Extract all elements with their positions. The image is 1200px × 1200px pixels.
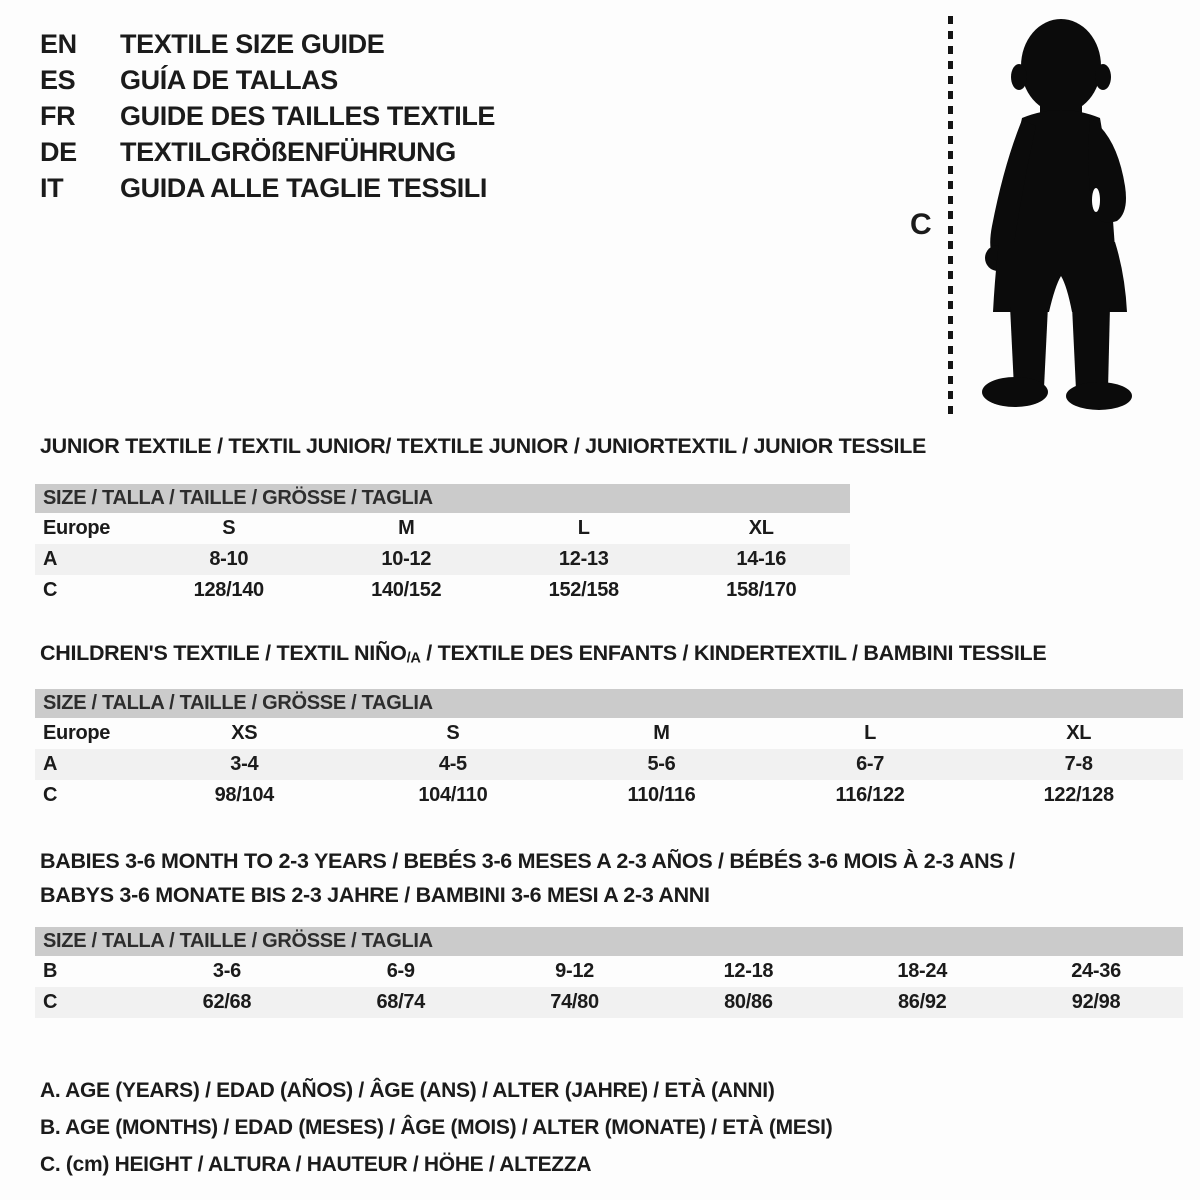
legend-line-b: B. AGE (MONTHS) / EDAD (MESES) / ÂGE (MOIS) / ALTER (MONATE) / ETÀ (MESI) [40, 1116, 833, 1139]
row-label: B [43, 960, 58, 982]
babies-size-table [35, 927, 1183, 1018]
guide-title-en: TEXTILE SIZE GUIDE [120, 28, 385, 59]
table-cell: M [653, 722, 670, 744]
height-marker-label: C [910, 208, 932, 241]
height-dashed-line [948, 16, 953, 416]
babies-title-line1: BABIES 3-6 MONTH TO 2-3 YEARS / BEBÉS 3-6 MESES A 2-3 AÑOS / BÉBÉS 3-6 MOIS À 2-3 ANS / [40, 849, 1015, 873]
table-row-age-months [35, 956, 1183, 987]
legend-line-a: A. AGE (YEARS) / EDAD (AÑOS) / ÂGE (ANS) / ALTER (JAHRE) / ETÀ (ANNI) [40, 1079, 775, 1102]
table-cell: L [864, 722, 877, 744]
language-row-en [40, 26, 495, 62]
table-size-header: SIZE / TALLA / TAILLE / GRÖSSE / TAGLIA [35, 927, 1183, 956]
row-label: C [43, 579, 58, 601]
table-cell: 128/140 [193, 579, 264, 601]
language-code: EN [40, 28, 77, 59]
legend-line-c: C. (cm) HEIGHT / ALTURA / HAUTEUR / HÖHE / ALTEZZA [40, 1153, 592, 1176]
table-cell: 3-6 [212, 960, 241, 982]
row-label: C [43, 784, 58, 806]
children-section-title [40, 641, 1046, 671]
table-row-height [35, 780, 1183, 811]
language-row-it [40, 170, 495, 206]
children-title-suffix: / TEXTILE DES ENFANTS / KINDERTEXTIL / BAMBINI TESSILE [420, 641, 1047, 665]
language-row-de [40, 134, 495, 170]
junior-size-table [35, 484, 850, 606]
table-cell: S [446, 722, 460, 744]
table-cell: 4-5 [349, 749, 558, 780]
table-cell: 5-6 [557, 749, 766, 780]
table-cell: 9-12 [555, 960, 594, 982]
table-cell: 62/68 [140, 987, 314, 1018]
table-cell: 12-18 [723, 960, 774, 982]
babies-section-title [40, 844, 1015, 912]
table-cell: 6-9 [386, 960, 415, 982]
table-cell: 86/92 [835, 987, 1009, 1018]
table-row-height [35, 987, 1183, 1018]
row-label: A [35, 544, 140, 575]
guide-title-it: GUIDA ALLE TAGLIE TESSILI [120, 172, 487, 203]
table-cell: 110/116 [627, 784, 696, 806]
table-cell: XL [1066, 722, 1092, 744]
table-cell: 68/74 [314, 987, 488, 1018]
table-cell: 74/80 [488, 987, 662, 1018]
table-cell: 80/86 [661, 987, 835, 1018]
children-title-prefix: CHILDREN'S TEXTILE / TEXTIL NIÑO [40, 641, 407, 665]
measurement-legend [40, 1072, 832, 1183]
row-label: Europe [43, 517, 111, 539]
table-cell: 6-7 [766, 749, 975, 780]
babies-title-line2: BABYS 3-6 MONATE BIS 2-3 JAHRE / BAMBINI 3-6 MESI A 2-3 ANNI [40, 883, 710, 907]
guide-title-es: GUÍA DE TALLAS [120, 64, 338, 95]
row-label: A [35, 749, 140, 780]
table-size-header-row [35, 927, 1183, 956]
table-cell: L [577, 517, 590, 539]
table-cell: 10-12 [318, 544, 496, 575]
table-cell: 158/170 [726, 579, 797, 601]
language-code: DE [40, 136, 77, 167]
table-cell: 8-10 [140, 544, 318, 575]
table-cell: 12-13 [495, 544, 673, 575]
table-row-height [35, 575, 850, 606]
table-cell: M [398, 517, 415, 539]
table-cell: 152/158 [548, 579, 619, 601]
table-cell: 104/110 [418, 784, 488, 806]
table-size-header-row [35, 484, 850, 513]
language-code: FR [40, 100, 76, 131]
language-title-list [40, 26, 495, 206]
table-size-header-row [35, 689, 1183, 718]
table-row-europe [35, 513, 850, 544]
row-label: C [35, 987, 140, 1018]
row-label: Europe [43, 722, 111, 744]
table-size-header: SIZE / TALLA / TAILLE / GRÖSSE / TAGLIA [35, 484, 850, 513]
table-cell: 3-4 [140, 749, 349, 780]
table-cell: XS [231, 722, 258, 744]
language-code: IT [40, 172, 64, 203]
table-row-age [35, 749, 1183, 780]
table-size-header: SIZE / TALLA / TAILLE / GRÖSSE / TAGLIA [35, 689, 1183, 718]
language-code: ES [40, 64, 76, 95]
table-cell: 14-16 [673, 544, 851, 575]
table-cell: 98/104 [214, 784, 274, 806]
table-cell: 18-24 [897, 960, 948, 982]
table-cell: 122/128 [1043, 784, 1114, 806]
table-cell: 116/122 [835, 784, 905, 806]
children-size-table [35, 689, 1183, 811]
table-cell: 140/152 [371, 579, 442, 601]
language-row-fr [40, 98, 495, 134]
guide-title-de: TEXTILGRÖßENFÜHRUNG [120, 136, 456, 167]
table-row-age [35, 544, 850, 575]
junior-section-title: JUNIOR TEXTILE / TEXTIL JUNIOR/ TEXTILE JUNIOR / JUNIORTEXTIL / JUNIOR TESSILE [40, 434, 927, 458]
table-cell: 7-8 [974, 749, 1183, 780]
toddler-silhouette-icon [968, 14, 1140, 418]
language-row-es [40, 62, 495, 98]
children-title-subscript: /A [406, 650, 421, 667]
table-cell: S [222, 517, 236, 539]
table-cell: 24-36 [1071, 960, 1121, 982]
table-cell: 92/98 [1009, 987, 1183, 1018]
table-row-europe [35, 718, 1183, 749]
guide-title-fr: GUIDE DES TAILLES TEXTILE [120, 100, 496, 131]
table-cell: XL [748, 517, 774, 539]
